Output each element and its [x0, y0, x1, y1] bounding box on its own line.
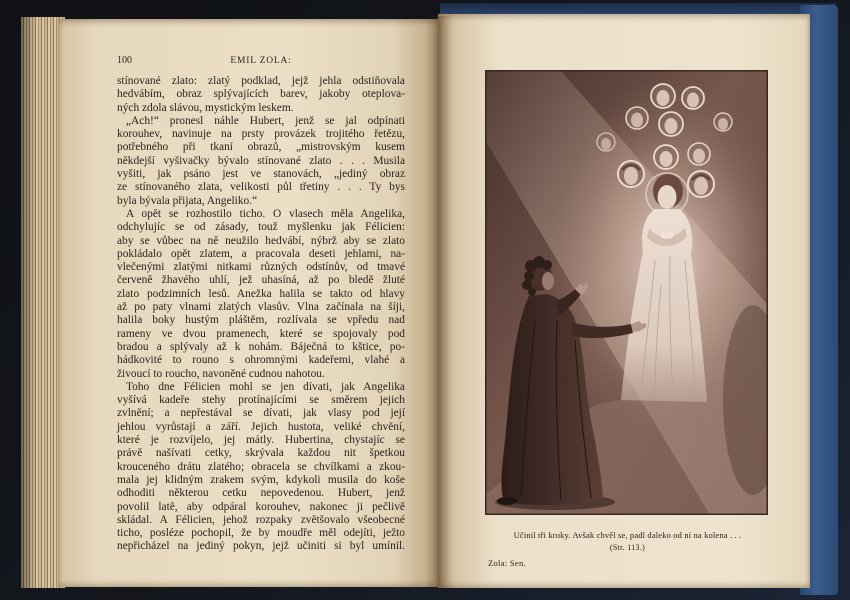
text-line: mala jej klidným zrakem svým, kdykoli musila do koše — [117, 473, 405, 486]
text-line: červeně žhavého uhlí, jež uhasíná, až po bledě žluté — [117, 274, 405, 287]
page-number: 100 — [117, 55, 132, 66]
body-text — [117, 75, 405, 554]
angel-head — [618, 161, 644, 187]
angel-head — [626, 107, 648, 129]
text-line: nepřicházel na jediný pokyn, jejž učiniti si byl umínil. — [117, 540, 405, 553]
text-line: jehlou vyrůstají a září. Jejich hustota, veliké chvění, — [117, 420, 405, 433]
text-line: vyšívá kadeře stehy protínajícími se směrem jejich — [117, 394, 405, 407]
text-line: povolil latě, aby odpáral korouhev, nakonec ji pečlivě — [117, 500, 405, 513]
text-line: odchylujíc se od zásady, touž myšlenku jak Félicien: — [117, 221, 405, 234]
angel-head — [682, 87, 704, 109]
text-line: odhoditi některou cetku nepovedenou. Hubert, jenž — [117, 487, 405, 500]
plate-footer: Zola: Sen. — [488, 558, 526, 568]
text-line: Toho dne Félicien mohl se jen dívati, jak Angelika — [126, 380, 405, 393]
text-line: stínované zlato: zlatý podklad, jejž jehla odstiňovala — [117, 75, 405, 87]
angel-head — [651, 84, 675, 108]
running-title: EMIL ZOLA: — [230, 56, 292, 66]
text-line: halila boky hustým pláštěm, rozlívala se vpředu nad — [117, 314, 405, 327]
text-line: až po paty vlnami zlatých vlasův. Vlna začínala na šíji, — [117, 301, 405, 314]
text-line: skládal. A Félicien, jehož rozpaky zvětšovalo všeobecné — [117, 513, 405, 526]
caption-page-reference: (Str. 113.) — [609, 543, 646, 552]
book-gutter — [426, 16, 452, 588]
man-foot — [497, 497, 517, 505]
text-line: ze stínovaného zlata, velikosti půl třetiny . . . Ty bys — [117, 181, 405, 194]
angel-head — [688, 171, 714, 197]
angel-head — [688, 143, 710, 165]
text-line: vyšiti, jak psáno jest ve stanovách, „jediný obraz — [117, 168, 405, 181]
text-line: pokládalo opět zlatem, a pracovala deseti jehlami, na- — [117, 247, 405, 260]
text-line: bradou a splývaly až k nohám. Báječná to kštice, po- — [117, 340, 405, 353]
angel-head — [659, 112, 683, 136]
text-line: právě našívati cetky, skrývala každou nit špetkou — [117, 447, 405, 460]
angel-head — [714, 113, 732, 131]
text-line: hádkovité to rouno s ohromnými kadeřemi, vlahé a — [117, 354, 405, 367]
text-line: zlato podzimních lesů. Anežka halila se takto od hlavy — [117, 287, 405, 300]
text-line: A opět se rozhostilo ticho. O vlasech měla Angelika, — [126, 207, 405, 220]
text-line: hedvábím, obraz splývajících barev, jakoby oteplova- — [117, 88, 405, 101]
text-line: které je rozvíjelo, jej mátly. Hubertina, chystajíc se — [117, 434, 405, 447]
text-line: někdejší vyšivačky bývalo stínované zlato . . . Musila — [117, 154, 405, 167]
text-line: zvlnění; a nepřestával se dívati, jak vlasy pod její — [117, 407, 405, 420]
text-line: potřebného při tkaní obrazů, „mistrovským kusem — [117, 141, 405, 154]
woman-face-tone — [658, 185, 677, 209]
text-line: ticho, posléze pochopil, že by moudře měl odejíti, ježto — [117, 527, 405, 540]
text-line: vlečenými zlatými nitkami různých odstínův, od tmavé — [117, 261, 405, 274]
illustration-plate — [485, 70, 768, 515]
text-line: byla bývala přijata, Angeliko.“ — [117, 194, 258, 207]
text-line: krouceného drátu zlatého; obracela se chvílkami a zkou- — [117, 460, 405, 473]
text-line: rameny ve dvou pramenech, které se spojovaly pod — [117, 327, 405, 340]
angel-head — [654, 145, 678, 169]
text-line: ných zdola slávou, mystickým leskem. — [117, 101, 294, 114]
text-line: korouhev, navinuje na prsty provázek trojitého řetězu, — [117, 128, 405, 141]
illustration-caption: Učinil tři kroky. Avšak chvěl se, padl daleko od ní na kolena . . . — [513, 530, 742, 540]
angel-head — [597, 133, 615, 151]
text-line: živoucí to roucho, navoněné cudnou nahotou. — [117, 367, 325, 380]
man-face — [542, 272, 554, 290]
woman-hands — [660, 231, 674, 239]
text-line: „Ach!“ pronesl náhle Hubert, jenž se jal odpínati — [126, 114, 405, 127]
text-line: aby se vůbec na ně neužilo hedvábí, nýbrž aby se zlato — [117, 234, 405, 247]
